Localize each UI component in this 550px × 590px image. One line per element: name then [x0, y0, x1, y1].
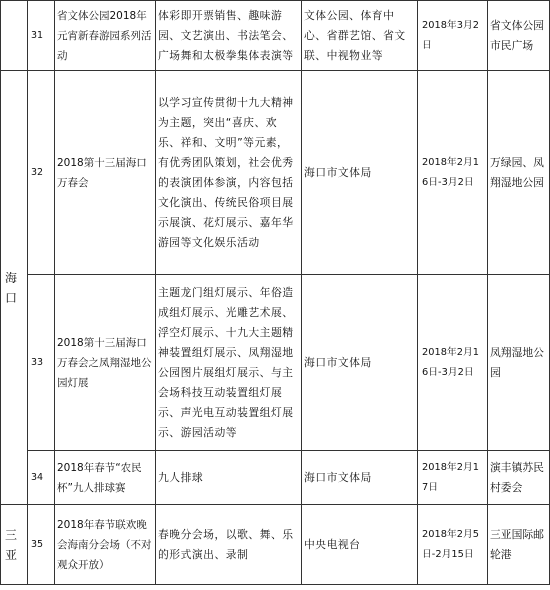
event-organizer: 海口市文体局	[302, 451, 418, 505]
city-cell-blank	[1, 1, 28, 71]
row-number: 33	[28, 275, 55, 451]
event-name: 2018年春节联欢晚会海南分会场（不对观众开放）	[55, 505, 156, 585]
event-venue: 万绿园、凤翔湿地公园	[488, 71, 550, 275]
event-content: 体彩即开票销售、趣味游园、文艺演出、书法笔会、广场舞和太极拳集体表演等	[156, 1, 302, 71]
table-row	[1, 505, 550, 585]
table-row	[1, 451, 550, 505]
event-date: 2018年2月5日-2月15日	[418, 505, 488, 585]
row-number: 31	[28, 1, 55, 71]
event-name: 2018年春节“农民杯”九人排球赛	[55, 451, 156, 505]
event-venue: 凤翔湿地公园	[488, 275, 550, 451]
event-organizer: 中央电视台	[302, 505, 418, 585]
event-venue: 演丰镇苏民村委会	[488, 451, 550, 505]
event-name: 2018第十三届海口万春会之凤翔湿地公园灯展	[55, 275, 156, 451]
event-organizer: 文体公园、体育中心、省群艺馆、省文联、中视物业等	[302, 1, 418, 71]
event-date: 2018年2月17日	[418, 451, 488, 505]
table-row	[1, 1, 550, 71]
event-content: 春晚分会场，以歌、舞、乐的形式演出、录制	[156, 505, 302, 585]
event-organizer: 海口市文体局	[302, 71, 418, 275]
event-content: 九人排球	[156, 451, 302, 505]
event-content: 主题龙门组灯展示、年俗造成组灯展示、光雕艺术展、浮空灯展示、十九大主题精神装置组灯展示、凤翔湿地公园图片展组灯展示、与主会场科技互动装置组灯展示、声光电互动装置组灯展示、游园活动等	[156, 275, 302, 451]
event-organizer: 海口市文体局	[302, 275, 418, 451]
city-cell-sanya: 三亚	[1, 505, 28, 585]
event-date: 2018年2月16日-3月2日	[418, 275, 488, 451]
row-number: 35	[28, 505, 55, 585]
table-row	[1, 275, 550, 451]
city-cell-haikou: 海口	[1, 71, 28, 505]
event-venue: 三亚国际邮轮港	[488, 505, 550, 585]
event-date: 2018年3月2日	[418, 1, 488, 71]
table-row	[1, 71, 550, 275]
row-number: 34	[28, 451, 55, 505]
event-name: 省文体公园2018年元宵新春游园系列活动	[55, 1, 156, 71]
event-name: 2018第十三届海口万春会	[55, 71, 156, 275]
event-content: 以学习宣传贯彻十九大精神为主题，突出“喜庆、欢乐、祥和、文明”等元素，有优秀团队策划，社会优秀的表演团体参演，内容包括文化演出、传统民俗项目展示展演、花灯展示、嘉年华游园等文化娱乐活动	[156, 71, 302, 275]
event-venue: 省文体公园市民广场	[488, 1, 550, 71]
row-number: 32	[28, 71, 55, 275]
event-date: 2018年2月16日-3月2日	[418, 71, 488, 275]
